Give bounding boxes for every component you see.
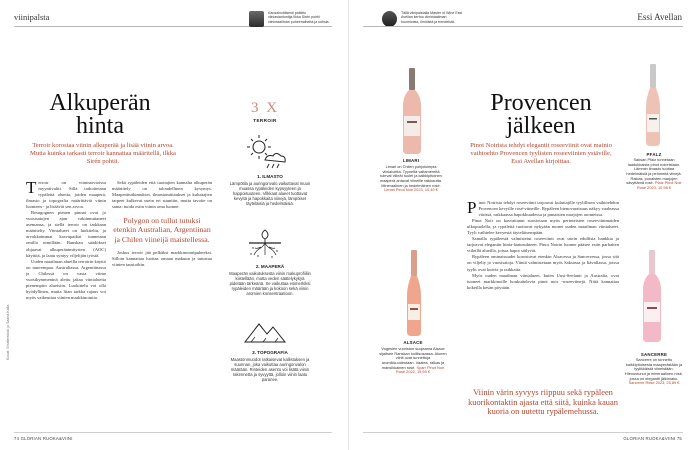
body-paragraph: Joskus terroir jää pelkäksi markkinointipuheeksi. Silloin kannattaa luottaa omaan makuun ja tutustua viinien taustoihin. <box>112 249 212 267</box>
body-paragraph: erroir on viininarvioissa myyntivaltti. Sillä tarkoitetaan rypälettä alueita, joiden maaperä, ilmasto ja topografia määrittävät viinin luonteen - ja lisäävät sen arvoa. <box>26 180 106 210</box>
footer-rule <box>14 432 332 433</box>
wine-description <box>377 165 445 193</box>
wine-text: Vogesien vuoriston suojaama Alsace sijaitsee Ranskan koillisosassa. Alueen viinit ovat tunnettuja aromikkuudestaan. Vaalea, raikas ja mansikkainen rosé. <box>379 346 447 370</box>
wine-text: Limari on Chilen pohjoisimpia viinialueita. Tyyneltä valtamereltä tulevat viileät tuulet ja kalkkipitoinen maaperä antavat viineille raikkautta. Mineraalinen ja hedelmäinen rosé. <box>379 164 443 188</box>
header-rule <box>363 26 683 27</box>
wine-text: Sancerre on tunnettu kalkkipitoisesta maaperästään ja tyylikkäistä viineistään. Hienostunut ja mineraalinen rosé, jossa on elegantti jälkimaku. <box>625 357 683 381</box>
pull-quote: Polygon on tullut tutuksi etenkin Australian, Argentiinan ja Chilen viineijä maistellessa. <box>113 216 211 244</box>
body-paragraph: Uuden maailman alueilla terroirin käyttö on nuorempaa. Australiassa, Argentiinassa ja Chilessä on vasta viime vuosikymmeninä alettu jakaa viinialueita pienempiin alueisiin. Luokittelu voi olla hyödyllinen, mutta liian tarkka rajaus voi myös vaikeuttaa viinien markkinointia. <box>26 258 106 300</box>
section-label: viinipalsta <box>14 12 50 22</box>
avatar <box>382 11 397 27</box>
wine-price: Sancerre Rosé 2023, 25,89 € <box>628 380 680 386</box>
article-column-1 <box>26 180 106 442</box>
wine-bottle-limari <box>401 68 423 154</box>
page-footer: GLORIAN RUOKA&VIINI 75 <box>623 436 682 441</box>
wine-name: PFALZ <box>646 152 662 157</box>
body-paragraph: Bourgognen pienen pinnat ovat jo vuosisatojen ajan vakiinnuttaneet asemansa, ja siellä terroir on tarkkaan määritelty. Viinialueet on luokiteltu, ja arvokkaimmat kasvupaikat tunnetaan omilla nimillään. Ranskan säädökset ohjaavat alkuperänimitysten (AOC) käyttöä, ja laatu syntyy viljelijän työstä. <box>26 210 106 258</box>
page-title: Alkuperän hinta <box>49 90 151 139</box>
wine-text: Saksan Pfalz tunnetaan laadukkaista pinot noireistaan. Lämmin ilmasto tuottaa hedelmäisiä ja pehmeitä viinejä. Raikas, punaisten marjojen sävyttämä rosé. <box>626 157 682 186</box>
pull-quote: Viinin värin syvyys riippuu sekä rypäleen kuorikontaktin ajasta että siitä, kuinka kauan kuoria on uutettu rypälemehussa. <box>468 388 618 417</box>
body-paragraph: Sekä rypäleiden että tuottajien kannalta alkuperän määrittely on taloudellinen kysymys. Maaperätutkimukset, ilmastomittaukset ja kuluttajien tarpeet kulkevat usein eri suuntiin, mutta tavoite on sama: tuoda esiin viinin oma luonne. <box>112 180 212 210</box>
page-title: Provencen jälkeen <box>490 90 592 139</box>
author-box-1 <box>249 11 330 27</box>
footer-rule <box>363 432 683 433</box>
factor-title: 2. MAAPERÄ <box>255 264 285 269</box>
body-paragraph: Pinot Noir on kasvattanut suosiotaan myös perinteisten roseeviinimaiden ulkopuolella, ja rypälettä tuottavat nykyään monet uuden maailman viinialueet. Tyyli vaihtelee kevyestä täyteläisempään. <box>467 218 619 236</box>
body-paragraph: Samalla rypäleestä valmistetut roseeviinit ovat usein edullisia hankkia ja tarjoavat elegantin hinta-laatusuhteen. Pinot Noirin luonne pääsee esiin parhaiten viileillä alueilla, joissa hapot säilyvät. <box>467 236 619 254</box>
photo-credit: Kuvat: Shutterstock ja Saana Kaila <box>6 304 10 360</box>
article-body <box>467 200 619 382</box>
section-label: Essi Avellan <box>637 12 682 22</box>
wine-price: Pfalz Pinot Noir Rosé 2023, 10,98 € <box>637 180 682 190</box>
factor-title: 3. TOPOGRAFIA <box>252 350 288 355</box>
article-column-2 <box>112 180 212 442</box>
sun-cloud-icon <box>241 132 289 170</box>
soil-icon <box>241 226 289 260</box>
drop-cap: P <box>467 200 477 217</box>
body-paragraph: inot Noirista tehdyt roseeviinit tarjoavat kuluttajille tyylillisen vaihtoehdon Provencen kevyille rosé-viineille. Rypäleen hienovaraisuus näkyy vaaleassa värissä, raikkaassa hapokkuudessa ja punaisten marjojen aromeissa. <box>478 200 619 218</box>
wine-description <box>379 347 447 375</box>
wine-name: ALSACE <box>403 340 423 345</box>
author-bio: Tällä viinipalstalla Master of Wine Essi Avellan kertoo viinimaailman huomioista, ilmiöistä ja trendeistä. <box>401 11 463 24</box>
wine-price: Limari Pinot Noir 2023, 10,49 € <box>384 187 438 193</box>
author-bio: Kansainvälisesti palkittu viiniasiantuntija Ilkka Sirén pohtii viinimaailman puheenaiheita ja uutisia. <box>268 11 330 24</box>
wine-bottle-sancerre <box>641 250 663 342</box>
big-number: 3 X <box>250 100 280 116</box>
wine-description <box>625 358 683 386</box>
factor-title: 1. ILMASTO <box>257 174 283 179</box>
lead-paragraph: Pinot Noirista tehdyt elegantit roseeviinit ovat mainio vaihtoehto Provencen tyylisten roseeviinien ystäville, Essi Avellan kirjoittaa. <box>470 142 612 166</box>
factor-text: Lämpötila ja auringonvalo vaikuttavat muun muassa rypäleiden kypsyyteen ja happoisuuteen. Vilkkaat alueet tuottavat kevyitä ja hapokkaita viinejä, lämpöiset täyteläisiä ja hedelmäisiä. <box>229 181 311 207</box>
wine-price: Sparr Pinot Noir Rosé 2022, 15,59 € <box>396 364 445 375</box>
factor-text: Maastonmuodot ratkaisevat kallistuksen ja suunnan, joka vaikuttaa auringonvalon määrään. Rinteiden asento voi lisätä viinin rakennetta ja syvyyttä, jolloin viinin laatu paranee. <box>230 357 310 383</box>
page-footer: 74 GLORIAN RUOKA&VIINI <box>14 436 73 441</box>
avatar <box>249 11 264 27</box>
wine-bottle-alsace <box>405 250 423 336</box>
lead-paragraph: Terroir korostaa viinin alkuperää ja lisää viinin arvoa. Mutta kuinka tarkasti terroir kannattaa määritellä, ilkka Sirén pohtii. <box>30 142 176 166</box>
body-paragraph: Rypäleen ominaisuudet korostuvat etenkin Alsacessa ja Sancerressa, jossa sitä on viljelty jo vuosisatoja. Viiniä valmistetaan myös Saksassa ja Itävallassa, joissa tyylit ovat kuivia ja raikkaita. <box>467 254 619 272</box>
drop-cap: T <box>26 180 37 197</box>
wine-description <box>625 158 683 191</box>
mountain-icon <box>241 318 289 346</box>
wine-name: LIMARI <box>402 158 420 163</box>
body-paragraph: Myös uuden maailman viinialueet, kuten Uusi-Seelanti ja Australia, ovat tuoneet markkinoille houkuttelevia pinot noir -roseeviinejä. Niitä kannattaa kokeilla kesän pöytään. <box>467 272 619 290</box>
wine-bottle-pfalz <box>645 64 661 146</box>
wine-name: SANCERRE <box>640 352 668 357</box>
factor-text: Maaperän vaikutuksesta viinin makuprofiiliin kiistellään, mutta veden säätelykykyä pidetään tärkeänä. Se vaikuttaa esimerkiksi rypäleiden määrään ja kokoon sekä viinin aromien konsentraatioon. <box>229 271 311 297</box>
terroir-label: TERROIR <box>253 118 277 123</box>
author-box-2 <box>382 11 463 27</box>
